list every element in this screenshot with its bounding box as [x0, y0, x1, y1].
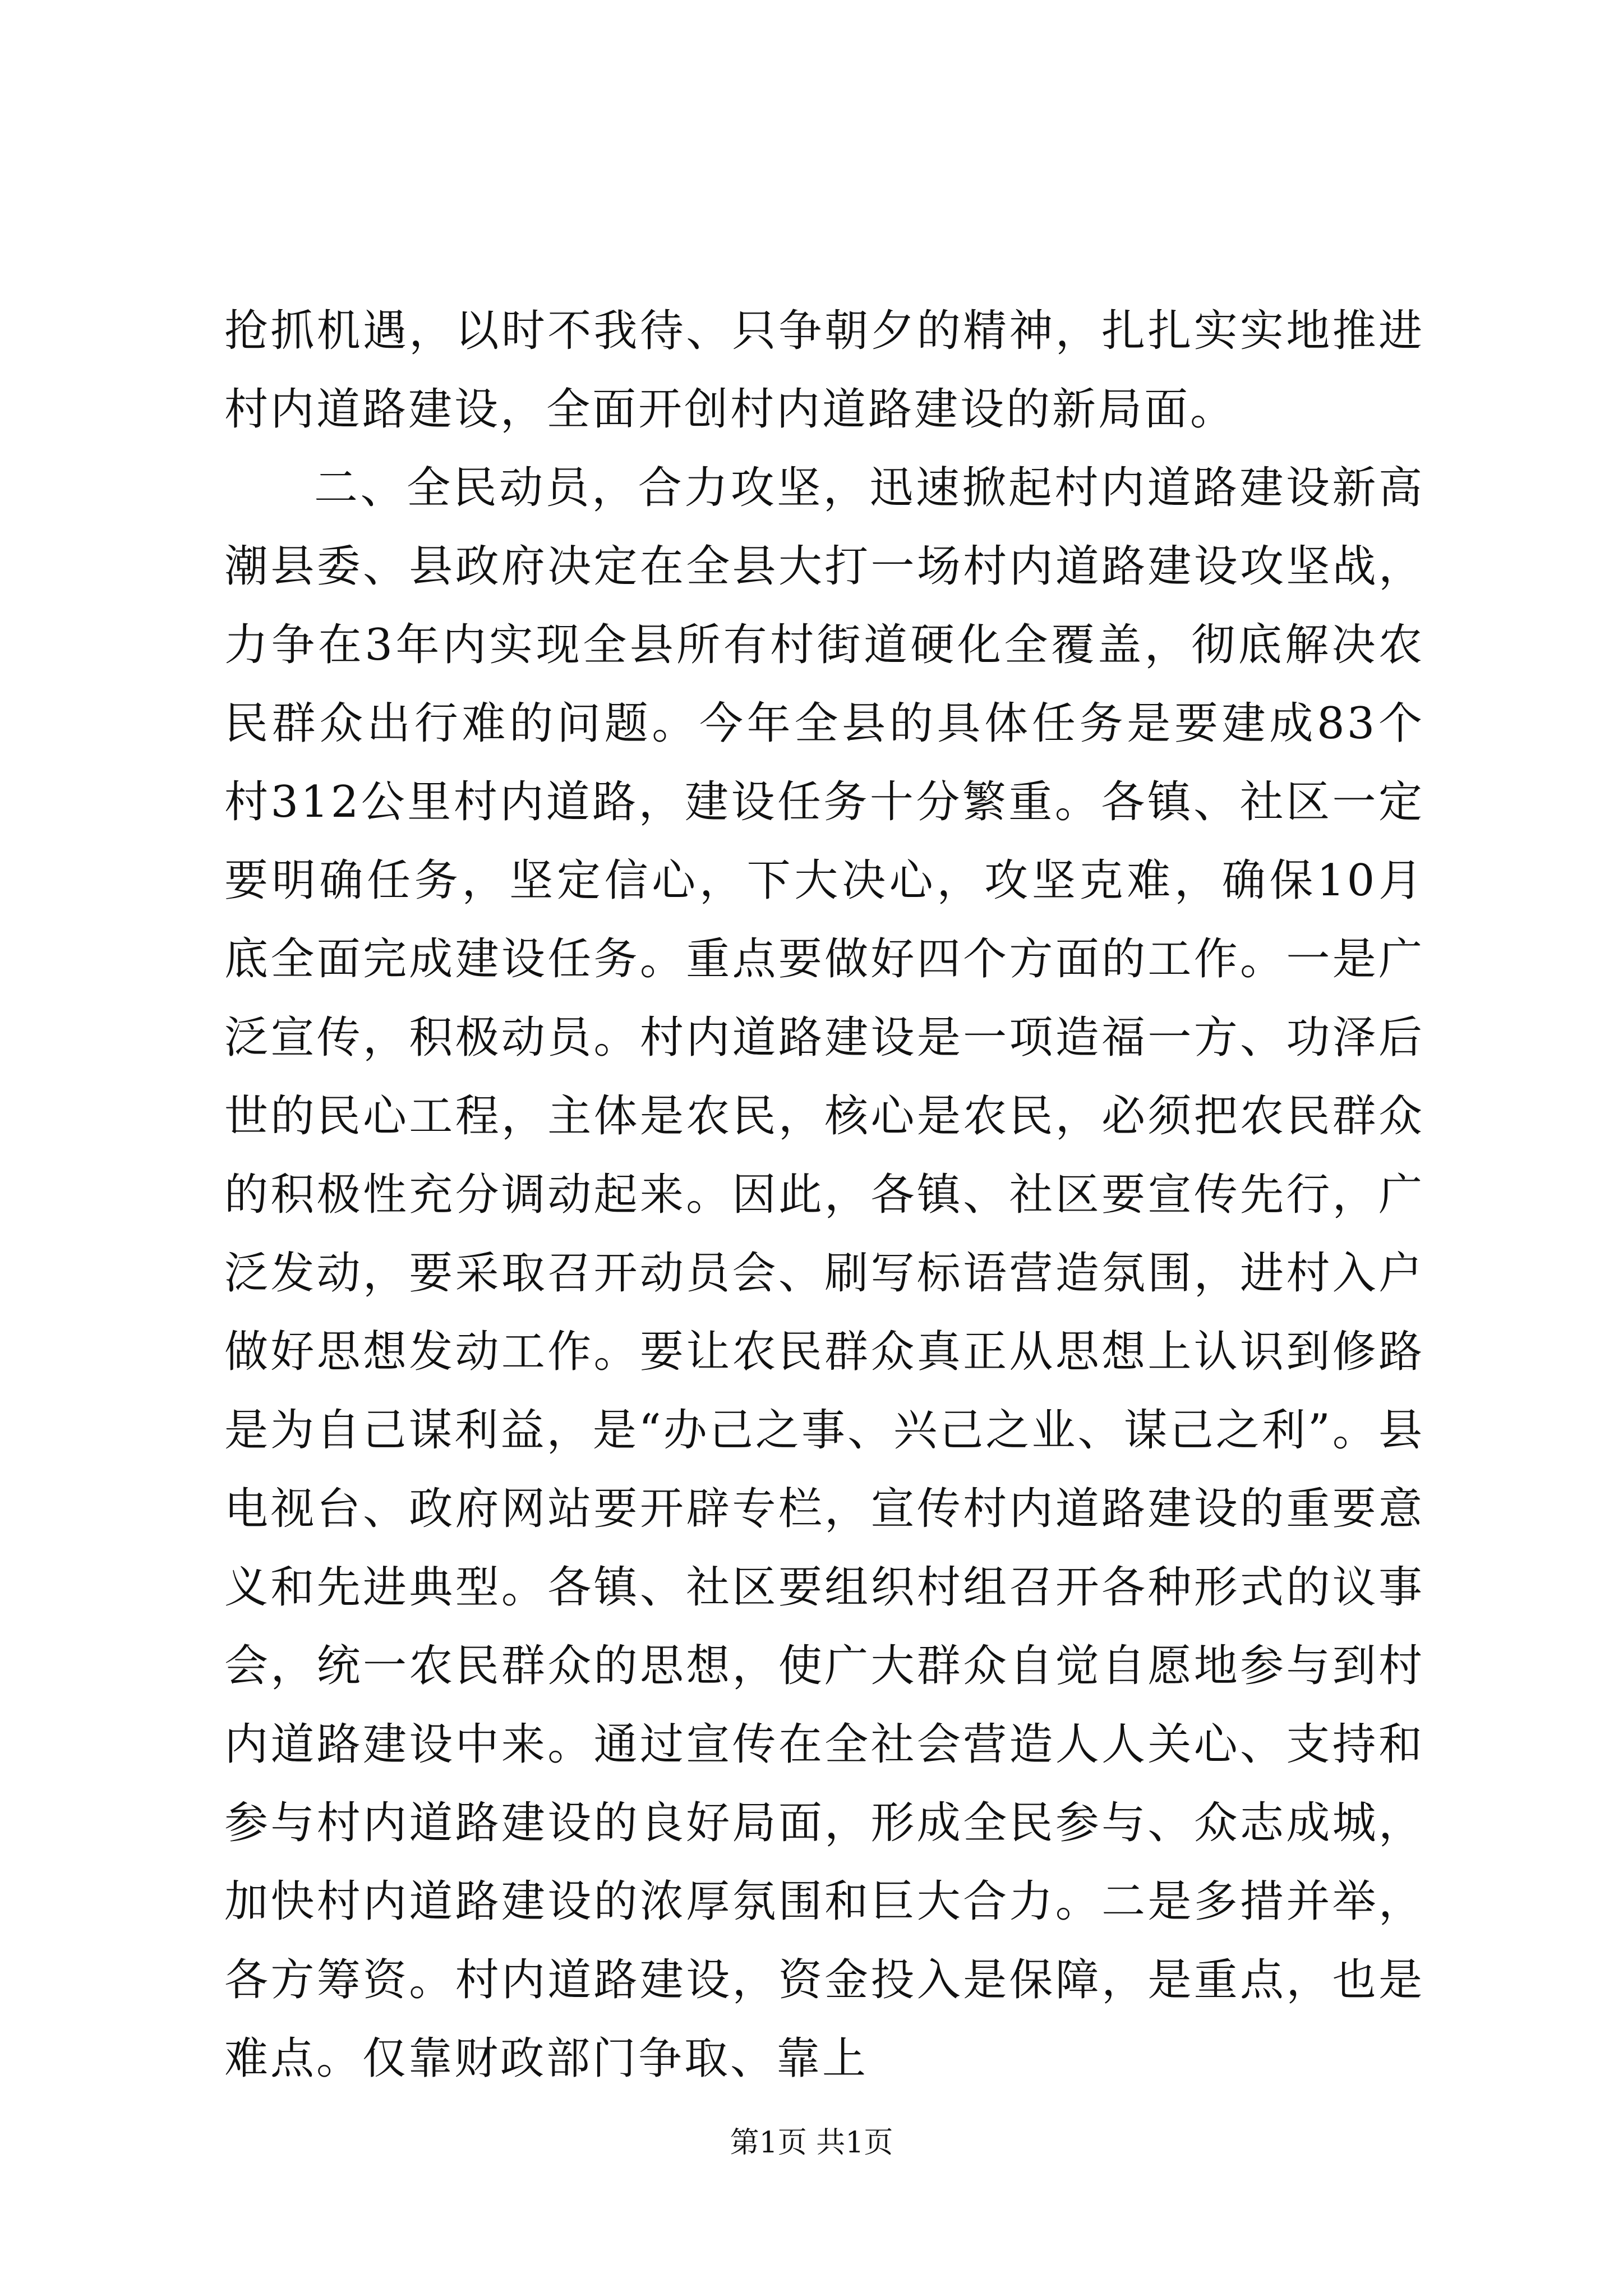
page-footer: 第1页 共1页 — [730, 2126, 893, 2160]
document-body — [224, 292, 1424, 2098]
paragraph-section-two: 二、全民动员，合力攻坚，迅速掀起村内道路建设新高潮县委、县政府决定在全县大打一场村内道路建设攻坚战，力争在3年内实现全县所有村街道硬化全覆盖，彻底解决农民群众出行难的问题。今年全县的具体任务是要建成83个村312公里村内道路，建设任务十分繁重。各镇、社区一定要明确任务，坚定信心，下大决心，攻坚克难，确保10月底全面完成建设任务。重点要做好四个方面的工作。一是广泛宣传，积极动员。村内道路建设是一项造福一方、功泽后世的民心工程，主体是农民，核心是农民，必须把农民群众的积极性充分调动起来。因此，各镇、社区要宣传先行，广泛发动，要采取召开动员会、刷写标语营造氛围，进村入户做好思想发动工作。要让农民群众真正从思想上认识到修路是为自己谋利益，是“办己之事、兴己之业、谋己之利”。县电视台、政府网站要开辟专栏，宣传村内道路建设的重要意义和先进典型。各镇、社区要组织村组召开各种形式的议事会，统一农民群众的思想，使广大群众自觉自愿地参与到村内道路建设中来。通过宣传在全社会营造人人关心、支持和参与村内道路建设的良好局面，形成全民参与、众志成城，加快村内道路建设的浓厚氛围和巨大合力。二是多措并举，各方筹资。村内道路建设，资金投入是保障，是重点，也是难点。仅靠财政部门争取、靠上 — [224, 463, 1424, 2084]
paragraph-continuation: 抢抓机遇，以时不我待、只争朝夕的精神，扎扎实实地推进村内道路建设，全面开创村内道路建设的新局面。 — [224, 306, 1424, 435]
